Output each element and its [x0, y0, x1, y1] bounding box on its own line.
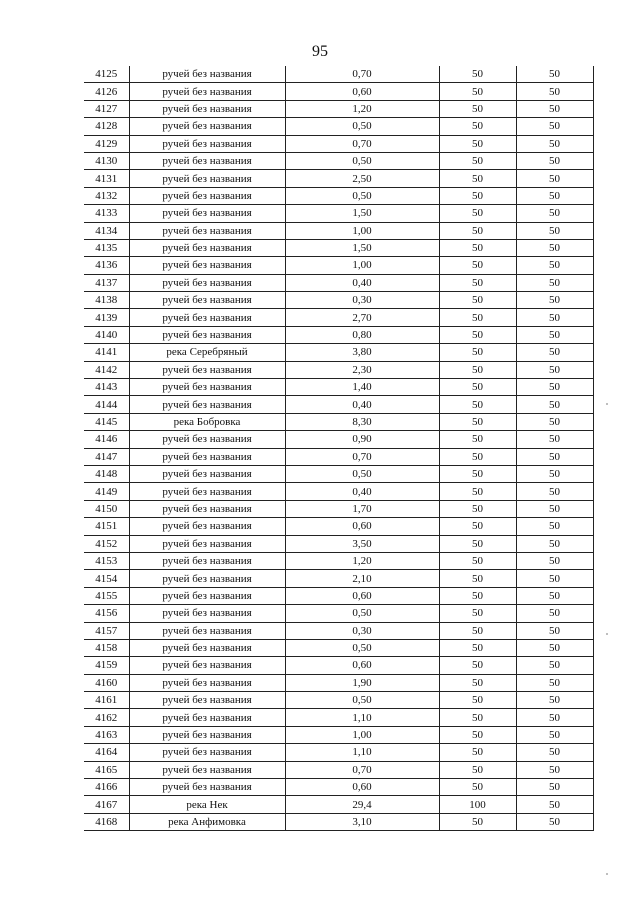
row-number-cell: 4163 [84, 726, 129, 743]
row-number-cell: 4162 [84, 709, 129, 726]
row-number-cell: 4128 [84, 118, 129, 135]
protection-zone-cell: 50 [439, 709, 516, 726]
protection-zone-cell: 50 [439, 152, 516, 169]
table-row [84, 465, 593, 482]
length-cell: 1,50 [285, 239, 439, 256]
length-cell: 0,50 [285, 152, 439, 169]
protection-zone-cell: 50 [439, 379, 516, 396]
row-number-cell: 4139 [84, 309, 129, 326]
water-body-name-cell: ручей без названия [129, 66, 285, 83]
coastal-strip-cell: 50 [516, 292, 593, 309]
length-cell: 0,50 [285, 692, 439, 709]
coastal-strip-cell: 50 [516, 274, 593, 291]
row-number-cell: 4154 [84, 570, 129, 587]
table-row [84, 100, 593, 117]
table-row [84, 709, 593, 726]
coastal-strip-cell: 50 [516, 135, 593, 152]
coastal-strip-cell: 50 [516, 465, 593, 482]
water-body-name-cell: ручей без названия [129, 274, 285, 291]
protection-zone-cell: 50 [439, 639, 516, 656]
row-number-cell: 4131 [84, 170, 129, 187]
scan-speck [606, 633, 608, 635]
table-row [84, 396, 593, 413]
table-row [84, 257, 593, 274]
coastal-strip-cell: 50 [516, 744, 593, 761]
scan-speck [606, 403, 608, 405]
coastal-strip-cell: 50 [516, 518, 593, 535]
table-body [84, 66, 593, 831]
water-body-name-cell: река Анфимовка [129, 813, 285, 830]
water-body-name-cell: ручей без названия [129, 518, 285, 535]
water-body-name-cell: ручей без названия [129, 100, 285, 117]
row-number-cell: 4167 [84, 796, 129, 813]
table-row [84, 135, 593, 152]
coastal-strip-cell: 50 [516, 257, 593, 274]
protection-zone-cell: 50 [439, 692, 516, 709]
protection-zone-cell: 50 [439, 170, 516, 187]
table-row [84, 657, 593, 674]
row-number-cell: 4132 [84, 187, 129, 204]
length-cell: 2,70 [285, 309, 439, 326]
row-number-cell: 4149 [84, 483, 129, 500]
water-body-name-cell: ручей без названия [129, 552, 285, 569]
coastal-strip-cell: 50 [516, 361, 593, 378]
coastal-strip-cell: 50 [516, 100, 593, 117]
table-row [84, 761, 593, 778]
water-body-name-cell: ручей без названия [129, 622, 285, 639]
water-body-name-cell: ручей без названия [129, 761, 285, 778]
table-row [84, 674, 593, 691]
coastal-strip-cell: 50 [516, 413, 593, 430]
water-body-name-cell: ручей без названия [129, 726, 285, 743]
length-cell: 0,50 [285, 605, 439, 622]
coastal-strip-cell: 50 [516, 622, 593, 639]
water-body-name-cell: ручей без названия [129, 570, 285, 587]
protection-zone-cell: 50 [439, 657, 516, 674]
coastal-strip-cell: 50 [516, 709, 593, 726]
table-row [84, 431, 593, 448]
protection-zone-cell: 50 [439, 431, 516, 448]
coastal-strip-cell: 50 [516, 761, 593, 778]
coastal-strip-cell: 50 [516, 118, 593, 135]
water-body-name-cell: ручей без названия [129, 500, 285, 517]
table-row [84, 292, 593, 309]
protection-zone-cell: 50 [439, 744, 516, 761]
water-body-name-cell: ручей без названия [129, 639, 285, 656]
coastal-strip-cell: 50 [516, 779, 593, 796]
row-number-cell: 4141 [84, 344, 129, 361]
coastal-strip-cell: 50 [516, 552, 593, 569]
row-number-cell: 4134 [84, 222, 129, 239]
coastal-strip-cell: 50 [516, 379, 593, 396]
length-cell: 1,00 [285, 222, 439, 239]
protection-zone-cell: 50 [439, 83, 516, 100]
coastal-strip-cell: 50 [516, 796, 593, 813]
protection-zone-cell: 50 [439, 344, 516, 361]
length-cell: 3,10 [285, 813, 439, 830]
table-row [84, 483, 593, 500]
water-body-name-cell: ручей без названия [129, 152, 285, 169]
protection-zone-cell: 50 [439, 118, 516, 135]
coastal-strip-cell: 50 [516, 813, 593, 830]
row-number-cell: 4127 [84, 100, 129, 117]
protection-zone-cell: 50 [439, 813, 516, 830]
water-body-name-cell: ручей без названия [129, 222, 285, 239]
table-row [84, 222, 593, 239]
protection-zone-cell: 50 [439, 552, 516, 569]
row-number-cell: 4130 [84, 152, 129, 169]
length-cell: 8,30 [285, 413, 439, 430]
coastal-strip-cell: 50 [516, 431, 593, 448]
coastal-strip-cell: 50 [516, 205, 593, 222]
water-body-name-cell: ручей без названия [129, 465, 285, 482]
length-cell: 0,40 [285, 274, 439, 291]
table-row [84, 239, 593, 256]
length-cell: 0,90 [285, 431, 439, 448]
protection-zone-cell: 50 [439, 135, 516, 152]
protection-zone-cell: 50 [439, 66, 516, 83]
row-number-cell: 4164 [84, 744, 129, 761]
protection-zone-cell: 50 [439, 222, 516, 239]
coastal-strip-cell: 50 [516, 83, 593, 100]
table-row [84, 205, 593, 222]
length-cell: 1,00 [285, 726, 439, 743]
coastal-strip-cell: 50 [516, 587, 593, 604]
protection-zone-cell: 50 [439, 570, 516, 587]
protection-zone-cell: 50 [439, 535, 516, 552]
coastal-strip-cell: 50 [516, 605, 593, 622]
protection-zone-cell: 50 [439, 187, 516, 204]
length-cell: 0,80 [285, 326, 439, 343]
length-cell: 0,70 [285, 135, 439, 152]
scan-speck [606, 873, 608, 875]
table-row [84, 726, 593, 743]
coastal-strip-cell: 50 [516, 657, 593, 674]
row-number-cell: 4144 [84, 396, 129, 413]
protection-zone-cell: 50 [439, 674, 516, 691]
water-body-name-cell: ручей без названия [129, 396, 285, 413]
table-row [84, 744, 593, 761]
table-row [84, 361, 593, 378]
table-row [84, 622, 593, 639]
coastal-strip-cell: 50 [516, 726, 593, 743]
table-row [84, 448, 593, 465]
length-cell: 1,00 [285, 257, 439, 274]
water-body-name-cell: ручей без названия [129, 379, 285, 396]
row-number-cell: 4158 [84, 639, 129, 656]
water-body-name-cell: ручей без названия [129, 674, 285, 691]
protection-zone-cell: 50 [439, 518, 516, 535]
table-row [84, 83, 593, 100]
length-cell: 1,50 [285, 205, 439, 222]
water-body-name-cell: ручей без названия [129, 239, 285, 256]
length-cell: 0,30 [285, 292, 439, 309]
length-cell: 1,70 [285, 500, 439, 517]
length-cell: 1,10 [285, 744, 439, 761]
row-number-cell: 4143 [84, 379, 129, 396]
table-row [84, 813, 593, 830]
coastal-strip-cell: 50 [516, 674, 593, 691]
table-row [84, 326, 593, 343]
table-row [84, 570, 593, 587]
protection-zone-cell: 50 [439, 413, 516, 430]
protection-zone-cell: 50 [439, 239, 516, 256]
row-number-cell: 4133 [84, 205, 129, 222]
length-cell: 3,80 [285, 344, 439, 361]
water-body-name-cell: ручей без названия [129, 431, 285, 448]
protection-zone-cell: 50 [439, 274, 516, 291]
protection-zone-cell: 50 [439, 465, 516, 482]
coastal-strip-cell: 50 [516, 570, 593, 587]
coastal-strip-cell: 50 [516, 692, 593, 709]
water-body-name-cell: ручей без названия [129, 361, 285, 378]
length-cell: 1,20 [285, 552, 439, 569]
length-cell: 0,70 [285, 761, 439, 778]
row-number-cell: 4159 [84, 657, 129, 674]
row-number-cell: 4137 [84, 274, 129, 291]
coastal-strip-cell: 50 [516, 170, 593, 187]
length-cell: 0,70 [285, 66, 439, 83]
row-number-cell: 4153 [84, 552, 129, 569]
length-cell: 2,30 [285, 361, 439, 378]
table-row [84, 796, 593, 813]
table-row [84, 379, 593, 396]
length-cell: 29,4 [285, 796, 439, 813]
water-body-name-cell: ручей без названия [129, 657, 285, 674]
row-number-cell: 4142 [84, 361, 129, 378]
row-number-cell: 4168 [84, 813, 129, 830]
length-cell: 0,50 [285, 639, 439, 656]
row-number-cell: 4138 [84, 292, 129, 309]
table-row [84, 344, 593, 361]
water-body-name-cell: ручей без названия [129, 187, 285, 204]
length-cell: 0,60 [285, 83, 439, 100]
protection-zone-cell: 50 [439, 326, 516, 343]
protection-zone-cell: 50 [439, 396, 516, 413]
row-number-cell: 4129 [84, 135, 129, 152]
water-body-name-cell: река Бобровка [129, 413, 285, 430]
protection-zone-cell: 50 [439, 483, 516, 500]
row-number-cell: 4126 [84, 83, 129, 100]
water-body-name-cell: ручей без названия [129, 448, 285, 465]
water-body-name-cell: ручей без названия [129, 587, 285, 604]
table-row [84, 587, 593, 604]
coastal-strip-cell: 50 [516, 152, 593, 169]
length-cell: 0,50 [285, 118, 439, 135]
water-body-name-cell: ручей без названия [129, 135, 285, 152]
row-number-cell: 4160 [84, 674, 129, 691]
table-row [84, 500, 593, 517]
length-cell: 0,60 [285, 779, 439, 796]
length-cell: 1,40 [285, 379, 439, 396]
row-number-cell: 4145 [84, 413, 129, 430]
row-number-cell: 4136 [84, 257, 129, 274]
row-number-cell: 4157 [84, 622, 129, 639]
protection-zone-cell: 50 [439, 100, 516, 117]
protection-zone-cell: 50 [439, 622, 516, 639]
water-body-name-cell: ручей без названия [129, 483, 285, 500]
coastal-strip-cell: 50 [516, 344, 593, 361]
table-row [84, 118, 593, 135]
row-number-cell: 4152 [84, 535, 129, 552]
length-cell: 0,40 [285, 396, 439, 413]
coastal-strip-cell: 50 [516, 396, 593, 413]
water-body-name-cell: ручей без названия [129, 205, 285, 222]
row-number-cell: 4151 [84, 518, 129, 535]
table-row [84, 413, 593, 430]
length-cell: 1,20 [285, 100, 439, 117]
row-number-cell: 4125 [84, 66, 129, 83]
row-number-cell: 4148 [84, 465, 129, 482]
water-body-name-cell: ручей без названия [129, 779, 285, 796]
length-cell: 0,60 [285, 518, 439, 535]
water-body-name-cell: ручей без названия [129, 692, 285, 709]
coastal-strip-cell: 50 [516, 222, 593, 239]
length-cell: 0,40 [285, 483, 439, 500]
length-cell: 1,10 [285, 709, 439, 726]
rivers-table [84, 66, 594, 831]
table-row [84, 535, 593, 552]
table-row [84, 605, 593, 622]
length-cell: 1,90 [285, 674, 439, 691]
length-cell: 0,50 [285, 465, 439, 482]
water-body-name-cell: ручей без названия [129, 326, 285, 343]
table-row [84, 152, 593, 169]
table-row [84, 66, 593, 83]
water-body-name-cell: ручей без названия [129, 744, 285, 761]
row-number-cell: 4161 [84, 692, 129, 709]
coastal-strip-cell: 50 [516, 535, 593, 552]
table-row [84, 170, 593, 187]
length-cell: 0,60 [285, 657, 439, 674]
protection-zone-cell: 50 [439, 205, 516, 222]
water-body-name-cell: ручей без названия [129, 83, 285, 100]
length-cell: 3,50 [285, 535, 439, 552]
coastal-strip-cell: 50 [516, 326, 593, 343]
table-row [84, 639, 593, 656]
water-body-name-cell: ручей без названия [129, 292, 285, 309]
table-row [84, 187, 593, 204]
water-body-name-cell: ручей без названия [129, 605, 285, 622]
protection-zone-cell: 50 [439, 309, 516, 326]
water-body-name-cell: река Нек [129, 796, 285, 813]
water-body-name-cell: ручей без названия [129, 170, 285, 187]
page-number: 95 [312, 43, 328, 60]
protection-zone-cell: 50 [439, 361, 516, 378]
table-row [84, 309, 593, 326]
row-number-cell: 4146 [84, 431, 129, 448]
coastal-strip-cell: 50 [516, 309, 593, 326]
water-body-name-cell: ручей без названия [129, 118, 285, 135]
row-number-cell: 4135 [84, 239, 129, 256]
row-number-cell: 4156 [84, 605, 129, 622]
water-body-name-cell: ручей без названия [129, 257, 285, 274]
water-body-name-cell: река Серебряный [129, 344, 285, 361]
length-cell: 0,70 [285, 448, 439, 465]
length-cell: 0,50 [285, 187, 439, 204]
protection-zone-cell: 100 [439, 796, 516, 813]
coastal-strip-cell: 50 [516, 66, 593, 83]
length-cell: 0,30 [285, 622, 439, 639]
row-number-cell: 4166 [84, 779, 129, 796]
table-row [84, 779, 593, 796]
water-body-name-cell: ручей без названия [129, 709, 285, 726]
protection-zone-cell: 50 [439, 257, 516, 274]
table-row [84, 518, 593, 535]
table-row [84, 692, 593, 709]
water-body-name-cell: ручей без названия [129, 535, 285, 552]
protection-zone-cell: 50 [439, 726, 516, 743]
protection-zone-cell: 50 [439, 587, 516, 604]
row-number-cell: 4150 [84, 500, 129, 517]
row-number-cell: 4155 [84, 587, 129, 604]
protection-zone-cell: 50 [439, 779, 516, 796]
row-number-cell: 4147 [84, 448, 129, 465]
protection-zone-cell: 50 [439, 761, 516, 778]
row-number-cell: 4165 [84, 761, 129, 778]
coastal-strip-cell: 50 [516, 187, 593, 204]
coastal-strip-cell: 50 [516, 483, 593, 500]
table-row [84, 552, 593, 569]
protection-zone-cell: 50 [439, 500, 516, 517]
protection-zone-cell: 50 [439, 605, 516, 622]
water-body-name-cell: ручей без названия [129, 309, 285, 326]
protection-zone-cell: 50 [439, 292, 516, 309]
coastal-strip-cell: 50 [516, 500, 593, 517]
coastal-strip-cell: 50 [516, 448, 593, 465]
protection-zone-cell: 50 [439, 448, 516, 465]
length-cell: 2,50 [285, 170, 439, 187]
row-number-cell: 4140 [84, 326, 129, 343]
length-cell: 2,10 [285, 570, 439, 587]
length-cell: 0,60 [285, 587, 439, 604]
coastal-strip-cell: 50 [516, 639, 593, 656]
table-row [84, 274, 593, 291]
coastal-strip-cell: 50 [516, 239, 593, 256]
